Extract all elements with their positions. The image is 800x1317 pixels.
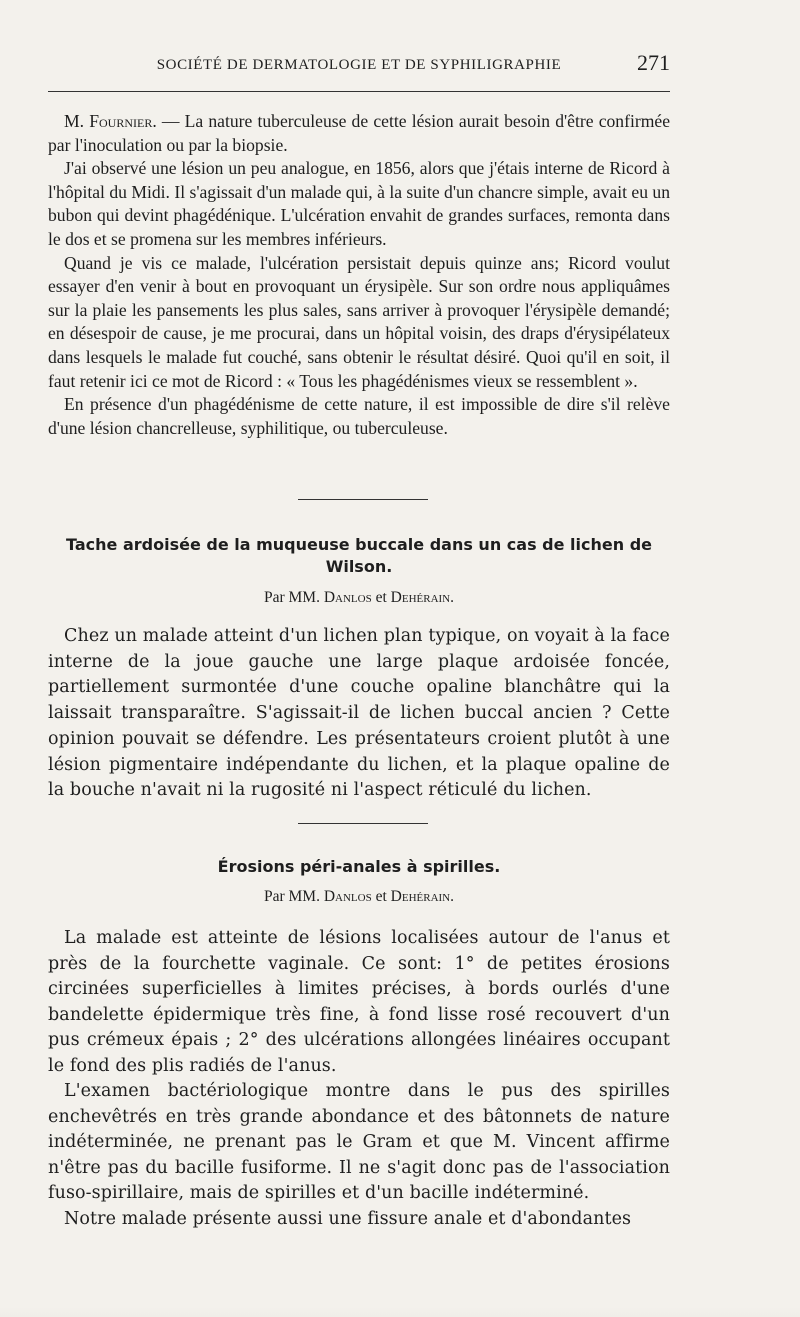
header-rule <box>48 91 670 92</box>
byline-conjunction: et <box>371 888 391 905</box>
byline-prefix: Par MM. <box>263 589 324 606</box>
paragraph: J'ai observé une lésion un peu analogue, en 1856, alors que j'étais interne de Ricord à l'hôpital du Midi. Il s'agissait d'un malade qui, à la suite d'un chancre simple, avait eu un bubon qui devint phagédénique. L'ulcération envahit de grandes surfaces, remonta dans le dos et se promena sur les membres inférieurs. <box>48 158 670 249</box>
author-name: Dehérain. <box>390 589 454 606</box>
paragraph: En présence d'un phagédénisme de cette nature, il est impossible de dire s'il relève d'une lésion chancrelleuse, syphilitique, ou tuberculeuse. <box>48 394 670 438</box>
byline <box>48 589 670 607</box>
section-title: Tache ardoisée de la muqueuse buccale dans un cas de lichen de Wilson. <box>66 535 652 576</box>
page-number: 271 <box>637 50 670 75</box>
byline-conjunction: et <box>371 589 391 606</box>
paragraph-text: — La nature tuberculeuse de cette lésion aurait besoin d'être confirmée par l'inoculation ou par la biopsie. <box>48 111 671 155</box>
paragraph: L'examen bactériologique montre dans le pus des spirilles enchevêtrés en très grande abondance et des bâtonnets de nature indéterminée, ne prenant pas le Gram et que M. Vincent affirme n'être pas du bacille fusiforme. Il ne s'agit donc pas de l'association fuso-spirillaire, mais de spirilles et d'un bacille indéterminé. <box>48 1081 670 1203</box>
speaker-name: M. Fournier. <box>64 111 157 131</box>
section-separator <box>298 823 428 824</box>
author-name: Dehérain. <box>390 888 454 905</box>
article-body <box>48 926 670 1232</box>
author-name: Danlos <box>323 589 372 606</box>
byline-prefix: Par MM. <box>263 888 324 905</box>
page-edge <box>0 1307 800 1317</box>
article-body <box>48 624 670 804</box>
author-name: Danlos <box>323 888 372 905</box>
section-title: Érosions péri-anales à spirilles. <box>217 857 501 876</box>
paragraph: Notre malade présente aussi une fissure anale et d'abondantes <box>64 1208 632 1229</box>
paragraph: La malade est atteinte de lésions localisées autour de l'anus et près de la fourchette vaginale. Ce sont: 1° de petites érosions circinées superficielles à limites précises, à bords ourlés d'une bandelette épidermique très fine, à fond lisse rosé recouvert d'un pus crémeux épais ; 2° des ulcérations allongées linéaires occupant le fond des plis radiés de l'anus. <box>48 928 670 1076</box>
byline <box>48 888 670 906</box>
paragraph <box>48 110 670 157</box>
section-separator <box>298 499 428 500</box>
paragraph: Quand je vis ce malade, l'ulcération persistait depuis quinze ans; Ricord voulut essayer d'en venir à bout en provoquant un érysipèle. Sur son ordre nous appliquâmes sur la plaie les pansements les plus sales, sans arriver à provoquer l'érysipèle demandé; en désespoir de cause, je me procurai, dans un hôpital voisin, des draps d'érysipélateux dans lesquels le malade fut couché, sans obtenir le résultat désiré. Quoi qu'il en soit, il faut retenir ici ce mot de Ricord : « Tous les phagédénismes vieux se ressemblent ». <box>48 252 670 391</box>
running-head: SOCIÉTÉ DE DERMATOLOGIE ET DE SYPHILIGRAPHIE <box>156 57 562 73</box>
discussion-block <box>48 110 670 440</box>
paragraph: Chez un malade atteint d'un lichen plan typique, on voyait à la face interne de la joue gauche une large plaque ardoisée foncée, partiellement surmontée d'une couche opaline blanchâtre qui la laissait transparaître. S'agissait-il de lichen buccal ancien ? Cette opinion pouvait se défendre. Les présentateurs croient plutôt à une lésion pigmentaire indépendante du lichen, et la plaque opaline de la bouche n'avait ni la rugosité ni l'aspect réticulé du lichen. <box>48 626 670 801</box>
